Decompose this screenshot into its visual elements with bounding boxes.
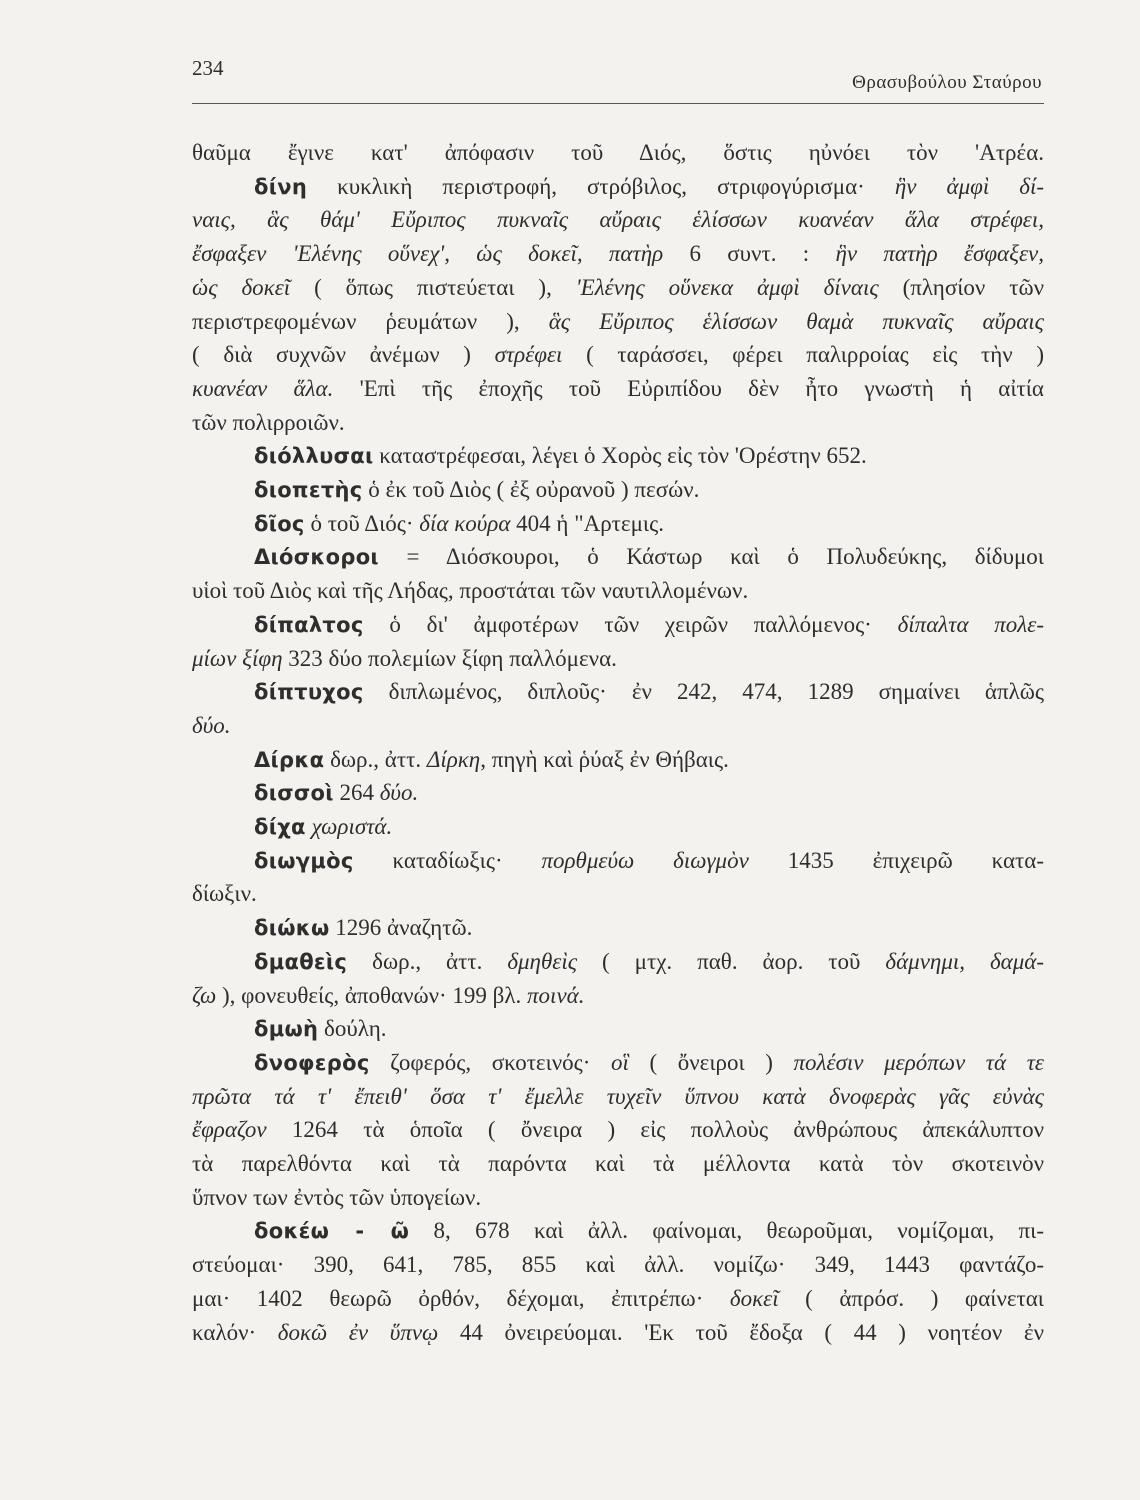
quotation-text: μίων ξίφη: [192, 645, 283, 671]
definition-text: 323 δύο πολεμίων ξίφη παλλόμενα.: [282, 645, 617, 671]
definition-text: περιστρεφομένων ῥευμάτων ),: [192, 308, 549, 334]
headword: δίχα: [254, 815, 306, 839]
entry-line-first: [254, 675, 1044, 709]
quotation-text: ὡς δοκεῖ: [192, 274, 291, 300]
definition-text: δίωξιν.: [192, 881, 257, 907]
headword: δμωὴ: [254, 1017, 319, 1042]
definition-text: θαῦμα ἔγινε κατ' ἀπόφασιν τοῦ Διός, ὅστις ηὐνόει τὸν 'Ατρέα.: [192, 140, 1044, 165]
quotation-text: ναις, ἃς θάμ' Εὔριπος πυκναῖς αὔραις ἑλίσσων κυανέαν ἅλα στρέφει,: [192, 207, 1044, 233]
quotation-text: πολέσιν μερόπων τά τε: [793, 1049, 1044, 1075]
quotation-text: ἣν ἀμφὶ δί-: [894, 173, 1044, 199]
definition-text: ὁ ἐκ τοῦ Διὸς ( ἐξ οὐρανοῦ ) πεσών.: [362, 477, 700, 502]
entry-line-first: [254, 776, 1044, 810]
headword: διοπετὴς: [254, 478, 363, 502]
headword: διώκω: [254, 916, 330, 941]
entry-line-first: [254, 439, 1044, 473]
definition-text: δούλη.: [318, 1016, 387, 1042]
quotation-text: δοκεῖ: [729, 1285, 779, 1311]
quotation-text: δύο.: [192, 712, 231, 738]
definition-text: ὕπνον των ἐντὸς τῶν ὑπογείων.: [192, 1184, 482, 1210]
entry-line-first: [254, 1046, 1044, 1080]
definition-text: δωρ., ἀττ.: [347, 948, 508, 974]
entry-line: [192, 203, 1044, 237]
quotation-text: στρέφει: [494, 342, 563, 368]
definition-text: ( μτχ. παθ. ἀορ. τοῦ: [577, 948, 886, 974]
quotation-text: δμηθεὶς: [507, 948, 578, 974]
quotation-text: χωριστά.: [311, 814, 393, 839]
definition-text: ( διὰ συχνῶν ἀνέμων ): [192, 342, 495, 368]
entry-line-first: [192, 136, 1044, 170]
definition-text: ζοφερός, σκοτεινός·: [369, 1049, 612, 1075]
definition-text: 1296 ἀναζητῶ.: [329, 915, 473, 941]
definition-text: τὰ παρελθόντα καὶ τὰ παρόντα καὶ τὰ μέλλοντα κατὰ τὸν σκοτεινὸν: [192, 1151, 1044, 1176]
entry-line-first: [254, 810, 1044, 844]
definition-text: = Διόσκουροι, ὁ Κάστωρ καὶ ὁ Πολυδεύκης, δίδυμοι: [378, 544, 1044, 570]
entry-line: [192, 1248, 1044, 1282]
quotation-text: ποινά.: [527, 982, 585, 1008]
entry-line-first: [254, 1214, 1044, 1248]
header-rule: [192, 103, 1044, 104]
entry-line-first: [254, 170, 1044, 204]
headword: διωγμὸς: [254, 848, 354, 873]
entry-line: [192, 1080, 1044, 1114]
quotation-text: δάμνημι, δαμά-: [885, 948, 1045, 974]
definition-text: καταδίωξις·: [353, 847, 542, 873]
entry-line-first: [254, 911, 1044, 945]
entry-line-first: [254, 608, 1044, 642]
page-number: 234: [192, 56, 224, 80]
headword: δνοφερὸς: [254, 1050, 370, 1075]
entry-line-first: [254, 1012, 1044, 1046]
headword: Διόσκοροι: [254, 545, 379, 570]
quotation-text: πρῶτα τά τ' ἔπειθ' ὅσα τ' ἔμελλε τυχεῖν ὕπνου κατὰ δνοφερὰς γᾶς εὐνὰς: [192, 1083, 1044, 1109]
quotation-text: δίπαλτα πολε-: [897, 611, 1044, 637]
entry-line-first: [254, 844, 1044, 878]
definition-text: 264: [333, 780, 380, 806]
definition-text: 404 ἡ "Αρτεμις.: [510, 510, 664, 536]
entry-line: [192, 237, 1044, 271]
entry-line: [192, 1316, 1044, 1350]
quotation-text: ἃς Εὔριπος ἑλίσσων θαμὰ πυκναῖς αὔραις: [548, 308, 1045, 334]
quotation-text: δία κούρα: [419, 510, 511, 536]
quotation-text: οἳ: [611, 1049, 629, 1075]
definition-text: δωρ., ἀττ.: [324, 746, 427, 772]
headword: δίπτυχος: [254, 680, 364, 705]
definition-text: υἱοὶ τοῦ Διὸς καὶ τῆς Λήδας, προστάται τῶν ναυτιλλομένων.: [192, 578, 749, 604]
quotation-text: ἔσφαξεν 'Ελένης οὕνεχ', ὡς δοκεῖ, πατὴρ: [192, 241, 664, 267]
entry-line: [192, 1113, 1044, 1147]
quotation-text: ζω: [192, 982, 217, 1008]
entry-line: [192, 642, 1044, 676]
entry-line: [192, 1282, 1044, 1316]
definition-text: ( ὄνειροι ): [628, 1049, 794, 1075]
definition-text: , πηγὴ καὶ ῥύαξ ἐν Θήβαις.: [480, 746, 729, 772]
definition-text: ( ταράσσει, φέρει παλιρροίας εἰς τὴν ): [562, 342, 1044, 368]
running-head: Θρασυβούλου Σταύρου: [852, 72, 1042, 93]
definition-text: 'Επὶ τῆς ἐποχῆς τοῦ Εὐριπίδου δὲν ἦτο γνωστὴ ἡ αἰτία: [333, 375, 1044, 401]
headword: δῖος: [254, 511, 305, 536]
definition-text: διπλωμένος, διπλοῦς· ἐν 242, 474, 1289 σημαίνει ἁπλῶς: [363, 679, 1044, 705]
headword: δοκέω - ῶ: [254, 1219, 410, 1244]
definition-text: 1264 τὰ ὁποῖα ( ὄνειρα ) εἰς πολλοὺς ἀνθρώπους ἀπεκάλυπτον: [266, 1117, 1044, 1143]
entry-line: [192, 1147, 1044, 1181]
entry-line-first: [254, 473, 1044, 507]
entry-line: [192, 1181, 1044, 1215]
definition-text: ὁ δι' ἀμφοτέρων τῶν χειρῶν παλλόμενος·: [363, 611, 898, 637]
definition-text: (πλησίον τῶν: [878, 274, 1044, 300]
entry-line-first: [254, 945, 1044, 979]
headword: διόλλυσαι: [254, 444, 374, 469]
entry-line-first: [254, 507, 1044, 541]
entry-line: [192, 709, 1044, 743]
entry-line: [192, 305, 1044, 339]
headword: δισσοὶ: [254, 781, 334, 806]
entry-line: [192, 372, 1044, 406]
entry-line: [192, 877, 1044, 911]
definition-text: καλόν·: [192, 1319, 278, 1345]
definition-text: στεύομαι· 390, 641, 785, 855 καὶ ἀλλ. νομίζω· 349, 1443 φαντάζο-: [192, 1252, 1044, 1278]
definition-text: τῶν πολιρροιῶν.: [192, 409, 345, 435]
quotation-text: 'Ελένης οὕνεκα ἀμφὶ δίναις: [575, 274, 879, 300]
quotation-text: Δίρκη: [426, 746, 481, 772]
definition-text: 44 ὀνειρεύομαι. 'Εκ τοῦ ἔδοξα ( 44 ) νοητέον ἐν: [438, 1319, 1044, 1345]
quotation-text: ἣν πατὴρ ἔσφαξεν,: [835, 241, 1045, 267]
definition-text: 8, 678 καὶ ἀλλ. φαίνομαι, θεωροῦμαι, νομίζομαι, πι-: [409, 1218, 1044, 1244]
entry-line-first: [254, 743, 1044, 777]
headword: Δίρκα: [254, 747, 325, 772]
definition-text: καταστρέφεσαι, λέγει ὁ Χορὸς εἰς τὸν 'Ορέστην 652.: [373, 443, 867, 469]
definition-text: μαι· 1402 θεωρῶ ὀρθόν, δέχομαι, ἐπιτρέπω·: [192, 1285, 730, 1311]
quotation-text: ἔφραζον: [192, 1117, 267, 1143]
entry-line: [192, 406, 1044, 440]
definition-text: ( ὅπως πιστεύεται ),: [290, 274, 576, 300]
entry-line: [192, 338, 1044, 372]
headword: δμαθεὶς: [254, 949, 348, 974]
definition-text: ( ἀπρόσ. ) φαίνεται: [778, 1285, 1044, 1311]
definition-text: 1435 ἐπιχειρῶ κατα-: [748, 847, 1044, 873]
headword: δίπαλτος: [254, 612, 364, 637]
definition-text: κυκλικὴ περιστροφή, στρόβιλος, στριφογύρισμα·: [307, 173, 895, 199]
definition-text: 6 συντ. :: [663, 241, 836, 267]
quotation-text: δύο.: [379, 780, 419, 806]
entry-line: [192, 979, 1044, 1013]
entry-line-first: [254, 540, 1044, 574]
definition-text: ), φονευθείς, ἀποθανών· 199 βλ.: [216, 982, 528, 1008]
quotation-text: κυανέαν ἅλα.: [192, 375, 334, 401]
definition-text: ὁ τοῦ Διός·: [304, 510, 420, 536]
entry-line: [192, 574, 1044, 608]
headword: δίνη: [254, 174, 308, 199]
quotation-text: δοκῶ ἐν ὕπνῳ: [277, 1319, 439, 1345]
entry-line: [192, 271, 1044, 305]
quotation-text: πορθμεύω διωγμὸν: [541, 847, 749, 873]
